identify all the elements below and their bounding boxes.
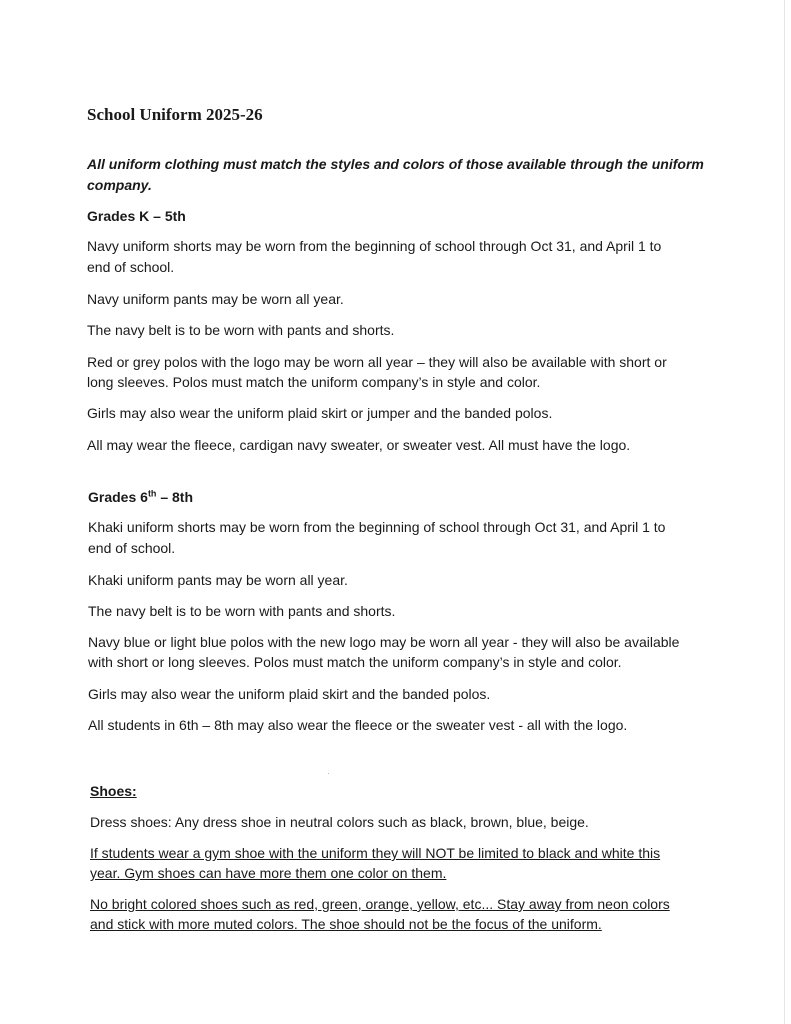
shoes-colors-line-1: No bright colored shoes such as red, green, orange, yellow, etc... Stay away from neon colors — [90, 896, 670, 912]
document-title: School Uniform 2025-26 — [87, 105, 263, 124]
intro-line-1: All uniform clothing must match the styles and colors of those available through the uniform — [87, 156, 704, 172]
g68-polos-line-1: Navy blue or light blue polos with the new logo may be worn all year - they will also be available — [88, 634, 680, 650]
heading-shoes: Shoes: — [90, 783, 137, 799]
k5-polos-line-1: Red or grey polos with the logo may be worn all year – they will also be available with short or — [87, 354, 667, 370]
g68-belt: The navy belt is to be worn with pants and shorts. — [88, 603, 396, 619]
k5-pants: Navy uniform pants may be worn all year. — [87, 291, 344, 307]
scan-speck — [328, 773, 329, 774]
k5-outerwear: All may wear the fleece, cardigan navy sweater, or sweater vest. All must have the logo. — [87, 437, 631, 453]
heading-grades-k5: Grades K – 5th — [87, 208, 186, 224]
k5-shorts-line-2: end of school. — [87, 259, 175, 275]
g68-shorts-line-2: end of school. — [88, 540, 176, 556]
k5-girls: Girls may also wear the uniform plaid skirt or jumper and the banded polos. — [87, 405, 553, 421]
g68-shorts-line-1: Khaki uniform shorts may be worn from the beginning of school through Oct 31, and April 1 to — [88, 519, 666, 535]
scan-edge-line — [784, 0, 785, 1024]
k5-shorts-line-1: Navy uniform shorts may be worn from the beginning of school through Oct 31, and April 1 to — [87, 238, 662, 254]
shoes-gym-line-2: year. Gym shoes can have more them one color on them. — [90, 865, 447, 881]
shoes-dress: Dress shoes: Any dress shoe in neutral colors such as black, brown, blue, beige. — [90, 814, 589, 830]
k5-polos-line-2: long sleeves. Polos must match the uniform company’s in style and color. — [87, 374, 541, 390]
k5-belt: The navy belt is to be worn with pants and shorts. — [87, 322, 395, 338]
intro-line-2: company. — [87, 177, 152, 193]
g68-outerwear: All students in 6th – 8th may also wear the fleece or the sweater vest - all with the logo. — [88, 717, 628, 733]
g68-girls: Girls may also wear the uniform plaid skirt and the banded polos. — [88, 686, 491, 702]
heading-grades-68: Grades 6th – 8th — [88, 488, 194, 505]
shoes-gym-line-1: If students wear a gym shoe with the uniform they will NOT be limited to black and white this — [90, 845, 661, 861]
shoes-colors-line-2: and stick with more muted colors. The shoe should not be the focus of the uniform. — [90, 916, 602, 932]
g68-polos-line-2: with short or long sleeves. Polos must match the uniform company’s in style and color. — [88, 654, 622, 670]
g68-pants: Khaki uniform pants may be worn all year. — [88, 572, 348, 588]
